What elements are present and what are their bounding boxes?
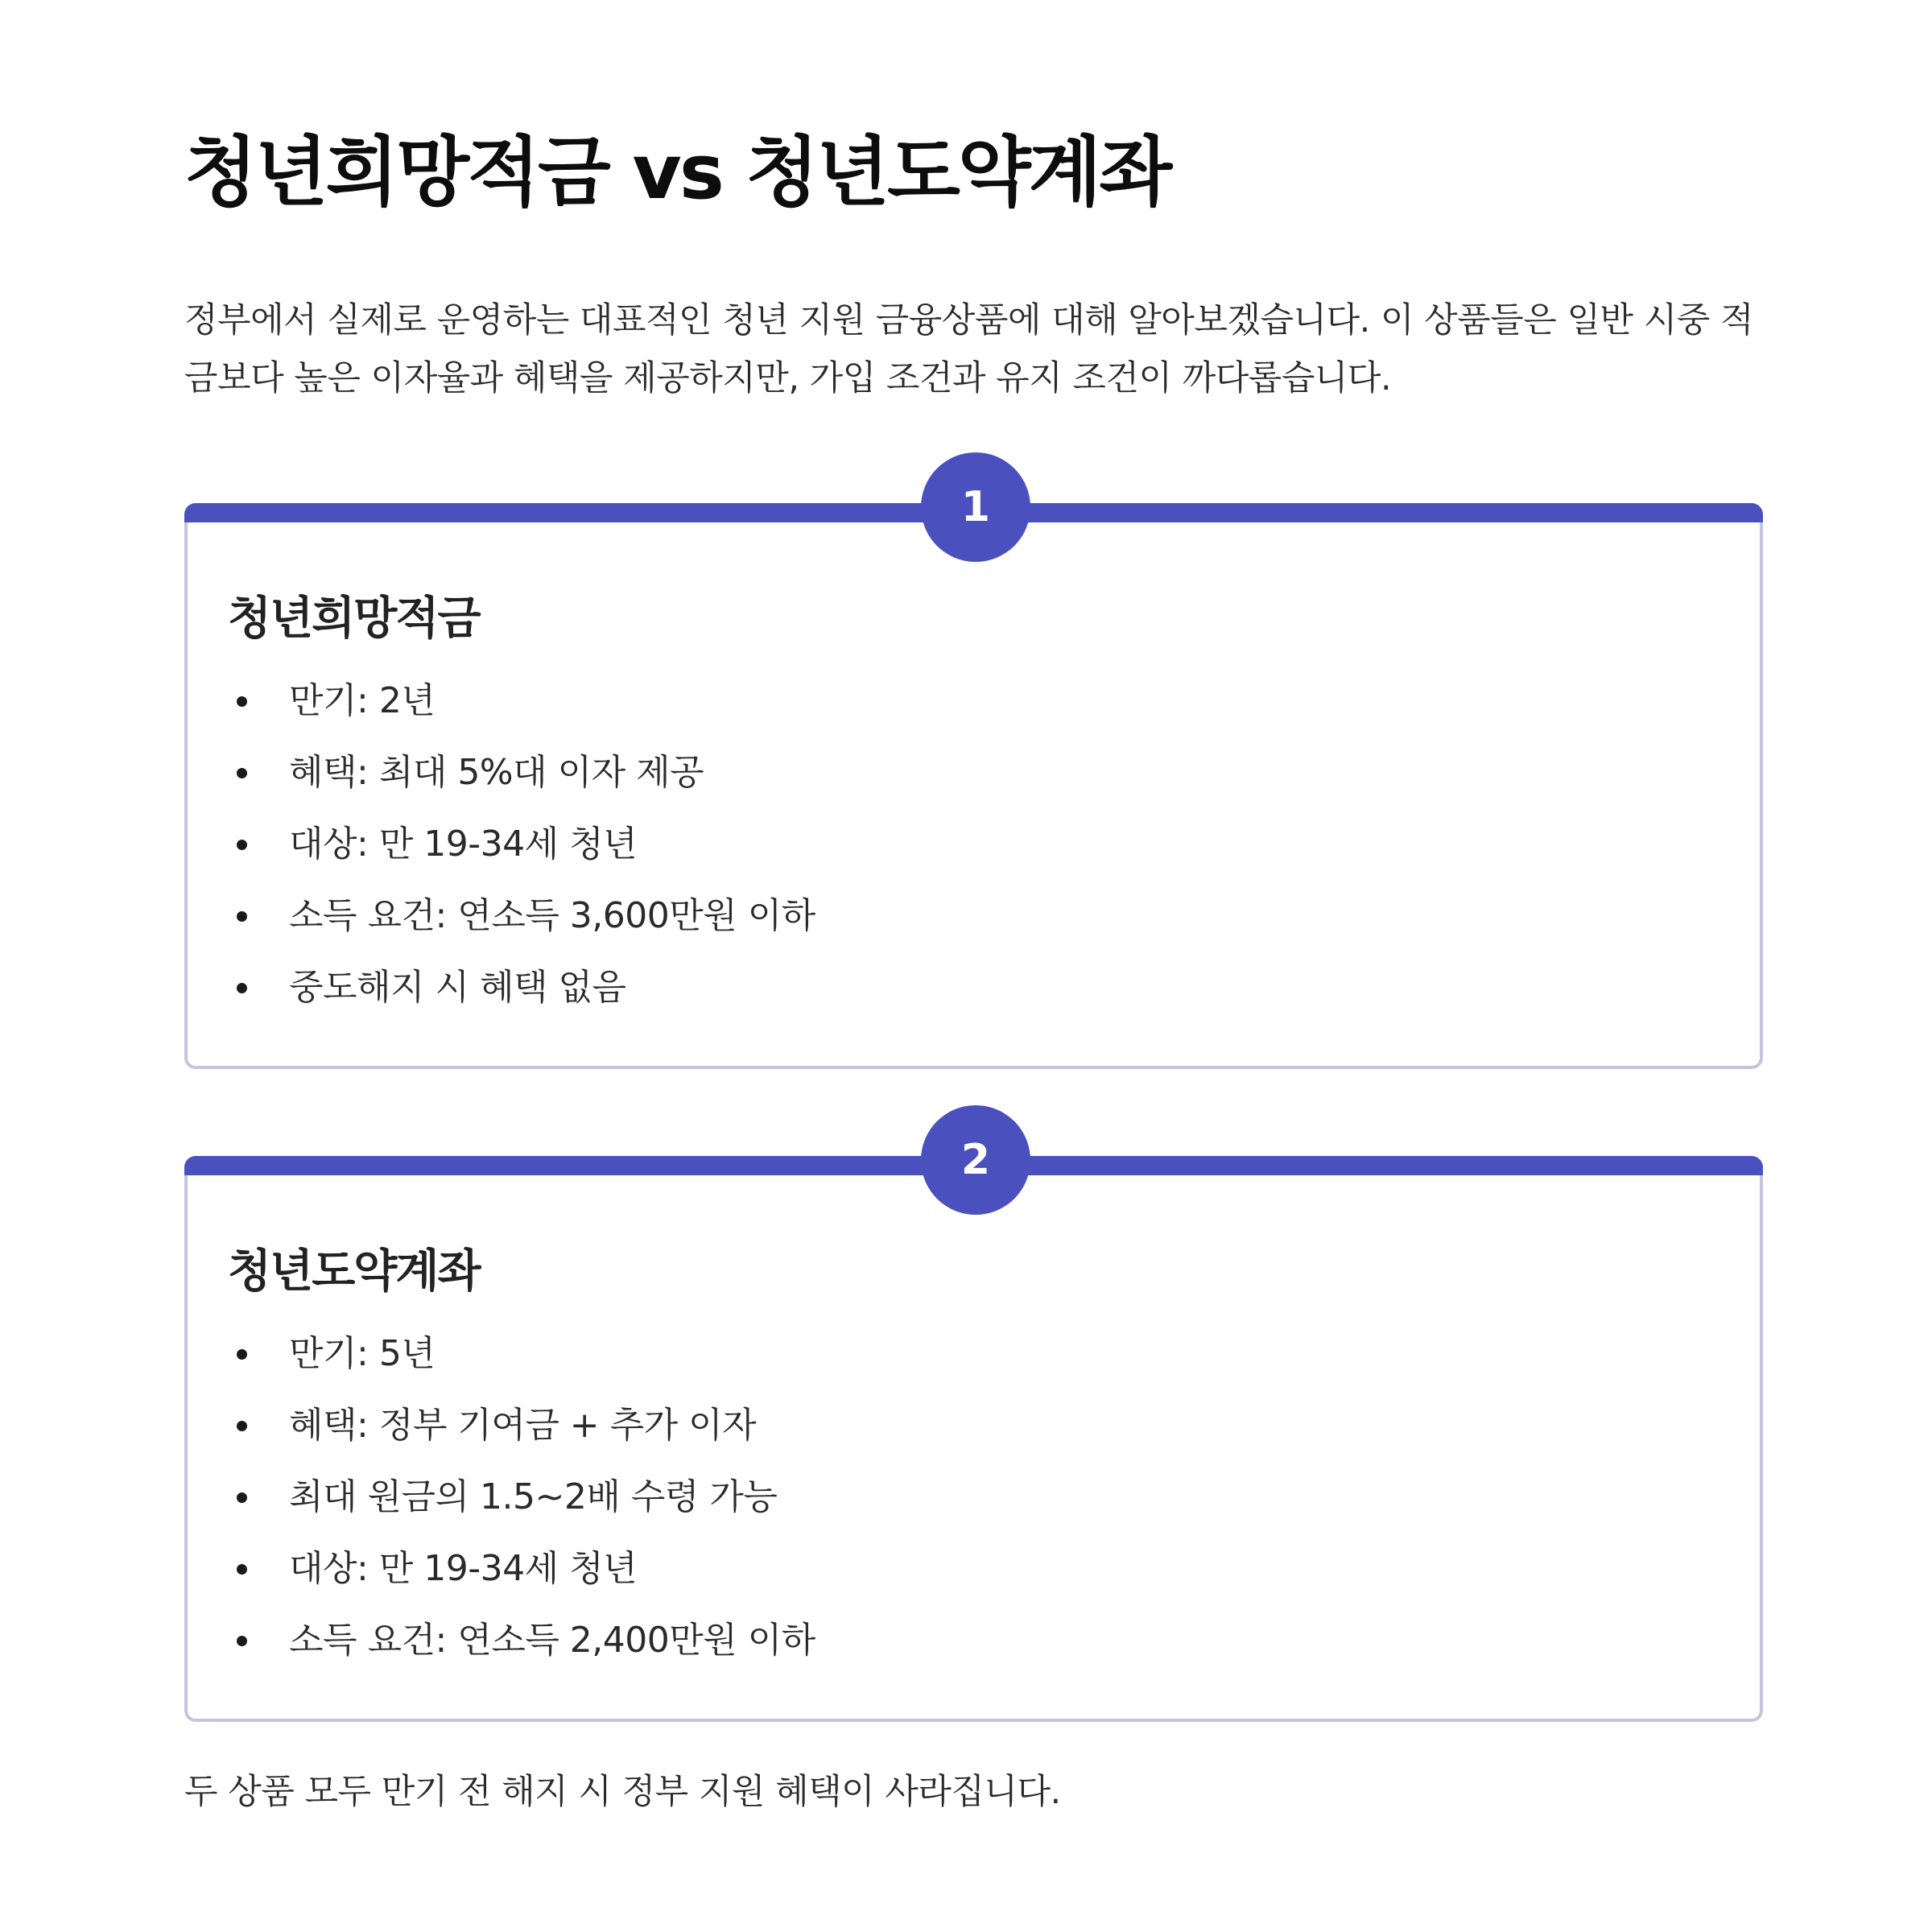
- list-item: [228, 1546, 815, 1618]
- page: [184, 0, 1763, 1932]
- bullet-icon: [237, 696, 247, 707]
- list-item: [228, 965, 815, 1037]
- list-item: [228, 750, 815, 822]
- bullet-icon: [237, 1492, 247, 1503]
- bullet-icon: [237, 1349, 247, 1360]
- list-item: [228, 894, 815, 965]
- list-item: [228, 1331, 815, 1403]
- bullet-icon: [237, 911, 247, 922]
- product-card-2: [184, 1136, 1763, 1722]
- list-item-text: 최대 원금의 1.5~2배 수령 가능: [289, 1476, 778, 1517]
- list-item-text: 혜택: 최대 5%대 이자 제공: [289, 752, 704, 793]
- list-item-text: 혜택: 정부 기여금 + 추가 이자: [289, 1405, 757, 1446]
- bullet-icon: [237, 1421, 247, 1431]
- footer-note: 두 상품 모두 만기 전 해지 시 정부 지원 혜택이 사라집니다.: [184, 1772, 1061, 1812]
- bullet-icon: [237, 1636, 247, 1646]
- step-badge-2: 2: [921, 1105, 1030, 1215]
- list-item: [228, 1475, 815, 1546]
- list-item: [228, 822, 815, 894]
- bullet-icon: [237, 983, 247, 993]
- bullet-icon: [237, 840, 247, 850]
- feature-list: [228, 1331, 815, 1690]
- product-card-1: [184, 483, 1763, 1069]
- card-title: 청년희망적금: [228, 592, 480, 645]
- list-item-text: 만기: 2년: [289, 680, 436, 721]
- list-item-text: 만기: 5년: [289, 1333, 436, 1374]
- page-title: 청년희망적금 vs 청년도약계좌: [184, 129, 1170, 217]
- feature-list: [228, 679, 815, 1037]
- list-item-text: 대상: 만 19-34세 청년: [289, 824, 638, 865]
- card-title: 청년도약계좌: [228, 1245, 480, 1298]
- intro-paragraph: 정부에서 실제로 운영하는 대표적인 청년 지원 금융상품에 대해 알아보겠습니다. 이 상품들은 일반 시중 적금보다 높은 이자율과 혜택을 제공하지만, 가입 조건과 유지 조건이 까다롭습니다.: [184, 300, 1753, 398]
- list-item-text: 중도해지 시 혜택 없음: [289, 967, 626, 1008]
- list-item: [228, 1618, 815, 1690]
- list-item: [228, 1403, 815, 1475]
- list-item-text: 대상: 만 19-34세 청년: [289, 1548, 638, 1589]
- list-item-text: 소득 요건: 연소득 2,400만원 이하: [289, 1620, 815, 1661]
- bullet-icon: [237, 768, 247, 778]
- list-item: [228, 679, 815, 750]
- list-item-text: 소득 요건: 연소득 3,600만원 이하: [289, 895, 815, 936]
- bullet-icon: [237, 1564, 247, 1575]
- step-badge-1: 1: [921, 452, 1030, 562]
